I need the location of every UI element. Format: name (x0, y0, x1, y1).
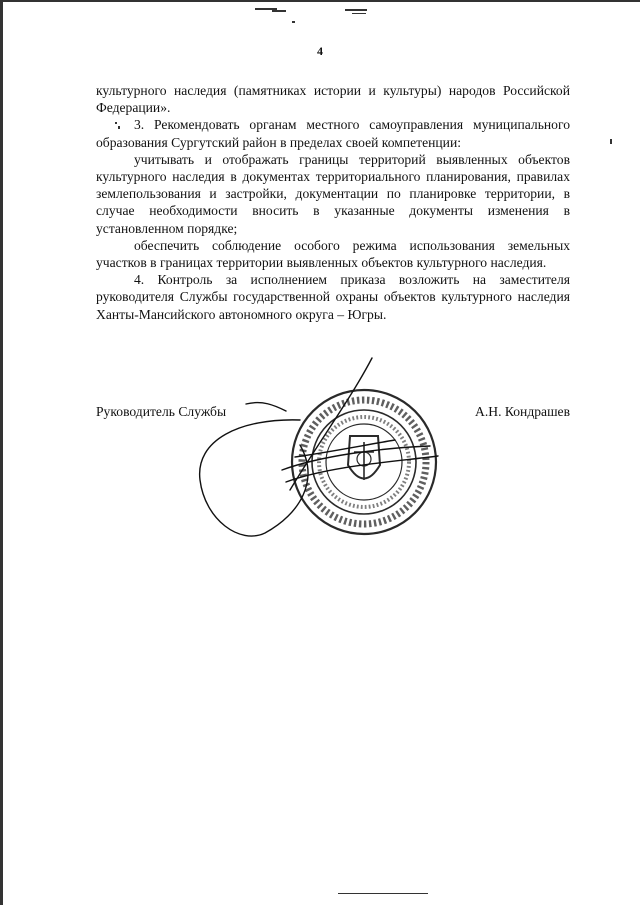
paragraph-3: учитывать и отображать границы территорий выявленных объектов культурного наследия в документах территориального планирования, правилах землепользования и застройки, документации по планировке территории, в случае необходимости вносить в указанные документы изменения в установленном порядке; (96, 151, 570, 236)
paragraph-5: 4. Контроль за исполнением приказа возложить на заместителя руководителя Службы государственной охраны объектов культурного наследия Ханты-Мансийского автономного округа – Югры. (96, 272, 570, 322)
signatory-position: Руководитель Службы (96, 404, 227, 419)
paragraph-1: культурного наследия (памятниках истории и культуры) народов Российской Федерации». (96, 83, 570, 116)
page-number: 4 (317, 44, 323, 58)
paragraph-4: обеспечить соблюдение особого режима использования земельных участков в границах территории выявленных объектов культурного наследия. (96, 237, 570, 271)
signatory-name: А.Н. Кондрашев (475, 404, 570, 419)
paragraph-2: 3. Рекомендовать органам местного самоуправления муниципального образования Сургутский район в пределах своей компетенции: (96, 117, 570, 150)
